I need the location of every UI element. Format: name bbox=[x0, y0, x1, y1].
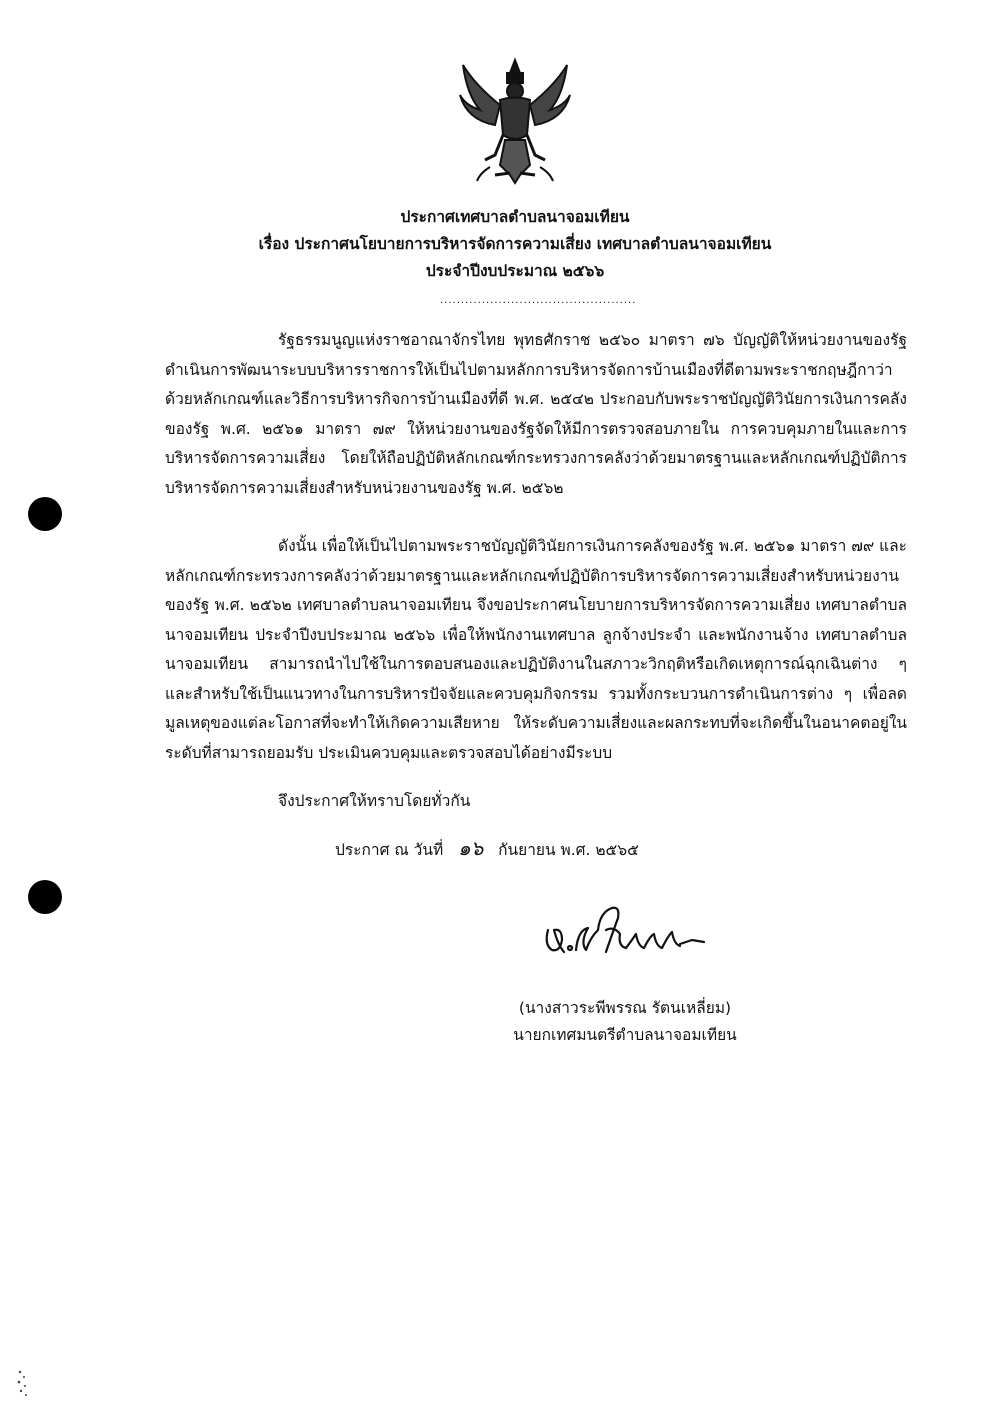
announcement-subject: เรื่อง ประกาศนโยบายการบริหารจัดการความเสี่ยง เทศบาลตำบลนาจอมเทียน bbox=[258, 235, 772, 253]
signatory-position: นายกเทศมนตรีตำบลนาจอมเทียน bbox=[513, 1026, 737, 1044]
date-day: ๑๖ bbox=[457, 836, 484, 860]
fiscal-year-line: ประจำปีงบประมาณ ๒๕๖๖ bbox=[425, 262, 605, 280]
separator: ............................................... bbox=[440, 295, 637, 306]
paragraph-2: ดังนั้น เพื่อให้เป็นไปตามพระราชบัญญัติวินัยการเงินการคลังของรัฐ พ.ศ. ๒๕๖๑ มาตรา ๗๙ และหลักเกณฑ์กระทรวงการคลังว่าด้วยมาตรฐานและหลักเกณฑ์ปฏิบัติการบริหารจัดการความเสี่ยงสำหรับหน่วยงานของรัฐ พ.ศ. ๒๕๖๒ เทศบาลตำบลนาจอมเทียน จึงขอประกาศนโยบายการบริหารจัดการความเสี่ยง เทศบาลตำบลนาจอมเทียน ประจำปีงบประมาณ ๒๕๖๖ เพื่อให้พนักงานเทศบาล ลูกจ้างประจำ และพนักงานจ้าง เทศบาลตำบลนาจอมเทียน สามารถนำไปใช้ในการตอบสนองและปฏิบัติงานในสภาวะวิกฤติหรือเกิดเหตุการณ์ฉุกเฉินต่าง ๆ และสำหรับใช้เป็นแนวทางในการบริหารปัจจัยและควบคุมกิจกรรม รวมทั้งกระบวนการดำเนินการต่าง ๆ เพื่อลดมูลเหตุของแต่ละโอกาสที่จะทำให้เกิดความเสียหาย ให้ระดับความเสี่ยงและผลกระทบที่จะเกิดขึ้นในอนาคตอยู่ในระดับที่สามารถยอมรับ ประเมินควบคุมและตรวจสอบได้อย่างมีระบบ bbox=[165, 537, 907, 762]
signatory-name: (นางสาวระพีพรรณ รัตนเหลี่ยม) bbox=[518, 999, 732, 1017]
date-suffix: กันยายน พ.ศ. ๒๕๖๕ bbox=[498, 841, 639, 859]
garuda-emblem-icon bbox=[455, 55, 575, 195]
date-line bbox=[335, 832, 639, 864]
closing-statement: จึงประกาศให้ทราบโดยทั่วกัน bbox=[278, 792, 471, 810]
date-prefix: ประกาศ ณ วันที่ bbox=[335, 841, 444, 859]
punch-hole bbox=[28, 497, 62, 531]
scan-speck bbox=[14, 1368, 32, 1398]
paragraph-1: รัฐธรรมนูญแห่งราชอาณาจักรไทย พุทธศักราช ๒๕๖๐ มาตรา ๗๖ บัญญัติให้หน่วยงานของรัฐดำเนินการพัฒนาระบบบริหารราชการให้เป็นไปตามหลักการบริหารจัดการบ้านเมืองที่ดีตามพระราชกฤษฎีกาว่าด้วยหลักเกณฑ์และวิธีการบริหารกิจการบ้านเมืองที่ดี พ.ศ. ๒๕๔๒ ประกอบกับพระราชบัญญัติวินัยการเงินการคลังของรัฐ พ.ศ. ๒๕๖๑ มาตรา ๗๙ ให้หน่วยงานของรัฐจัดให้มีการตรวจสอบภายใน การควบคุมภายในและการบริหารจัดการความเสี่ยง โดยให้ถือปฏิบัติหลักเกณฑ์กระทรวงการคลังว่าด้วยมาตรฐานและหลักเกณฑ์ปฏิบัติการบริหารจัดการความเสี่ยงสำหรับหน่วยงานของรัฐ พ.ศ. ๒๕๖๒ bbox=[165, 331, 907, 497]
punch-hole bbox=[28, 880, 62, 914]
announcement-title: ประกาศเทศบาลตำบลนาจอมเทียน bbox=[400, 208, 630, 226]
handwritten-signature bbox=[540, 900, 715, 970]
